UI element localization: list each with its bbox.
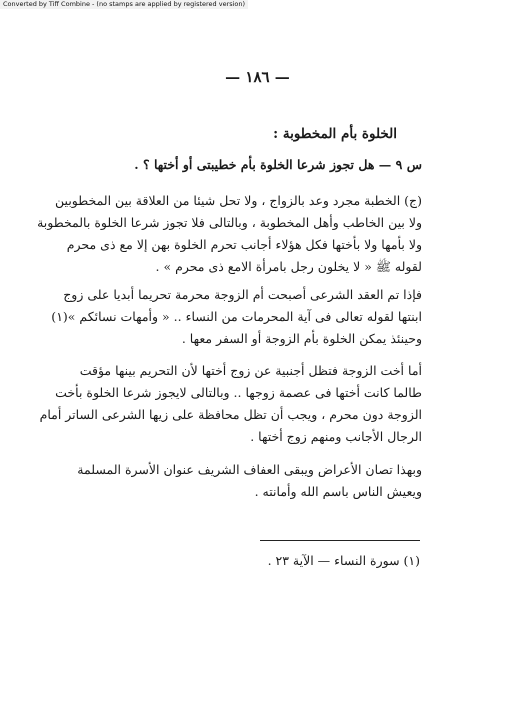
paragraph-line: (ج) الخطبة مجرد وعد بالزواج ، ولا تحل شيئا من العلاقة بين المخطوبين — [55, 193, 422, 208]
converter-banner: Converted by Tiff Combine - (no stamps are applied by registered version) — [0, 0, 248, 9]
footnote: (١) سورة النساء — الآية ٢٣ . — [267, 553, 420, 568]
paragraph-line: وبهذا تصان الأعراض ويبقى العفاف الشريف عنوان الأسرة المسلمة — [77, 462, 422, 477]
paragraph-line: الرجال الأجانب ومنهم زوج أختها . — [250, 429, 422, 444]
paragraph-line: فإذا تم العقد الشرعى أصبحت أم الزوجة محرمة تحريما أبديا على زوج — [63, 287, 422, 302]
paragraph-line: ولا بأمها ولا بأختها فكل هؤلاء أجانب تحرم الخلوة بهن إلا مع ذى محرم — [66, 237, 422, 252]
question-text: س ٩ — هل تجوز شرعا الخلوة بأم خطيبتى أو أختها ؟ . — [134, 157, 422, 172]
paragraph-line: طالما كانت أختها فى عصمة زوجها .. وبالتالى لايجوز شرعا الخلوة بأخت — [55, 385, 422, 400]
paragraph-2 — [51, 284, 422, 350]
paragraph-line: الزوجة دون محرم ، ويجب أن تظل محافظة على زيها الشرعى الساتر أمام — [39, 407, 422, 422]
paragraph-line: ابنتها لقوله تعالى فى آية المحرمات من النساء .. « وأمهات نسائكم »(١) — [51, 309, 422, 324]
answer-paragraph — [37, 190, 422, 278]
paragraph-3 — [39, 360, 422, 448]
paragraph-line: وحينئذ يمكن الخلوة بأم الزوجة أو السفر معها . — [181, 331, 422, 346]
footnote-divider — [260, 540, 420, 541]
section-heading: الخلوة بأم المخطوبة : — [273, 126, 397, 142]
paragraph-line: أما أخت الزوجة فتظل أجنبية عن زوج أختها لأن التحريم بينها مؤقت — [79, 363, 422, 378]
paragraph-4 — [77, 459, 422, 503]
paragraph-line: ولا بين الخاطب وأهل المخطوبة ، وبالتالى فلا تجوز شرعا الخلوة بالمخطوبة — [37, 215, 422, 230]
paragraph-line: لقوله ﷺ « لا يخلون رجل بامرأة الامع ذى محرم » . — [155, 259, 422, 274]
page-number: — ١٨٦ — — [225, 68, 290, 86]
paragraph-line: ويعيش الناس باسم الله وأمانته . — [254, 484, 422, 499]
